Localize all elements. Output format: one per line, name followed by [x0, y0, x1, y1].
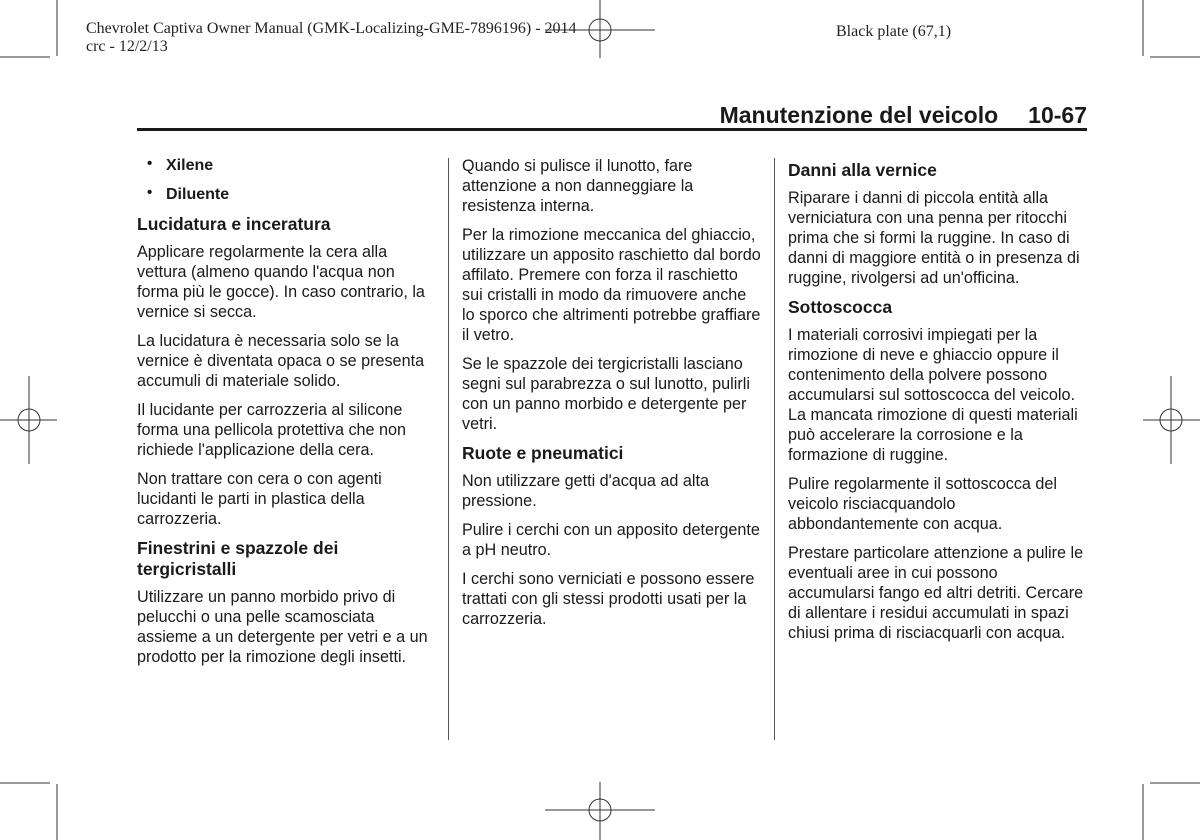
page-header [720, 102, 1087, 129]
print-meta [86, 20, 577, 56]
paragraph: Per la rimozione meccanica del ghiaccio, utilizzare un apposito raschietto dal bordo affilato. Premere con forza il raschietto sui cristalli in modo da rimuovere anche lo sporco che altrimenti potrebbe graffiare il vetro. [462, 226, 761, 344]
column-divider [448, 158, 449, 740]
paragraph: Pulire regolarmente il sottoscocca del veicolo risciacquandolo abbondantemente con acqua. [788, 475, 1058, 533]
paragraph: I materiali corrosivi impiegati per la rimozione di neve e ghiaccio oppure il contenimento della polvere possono accumularsi sul sottoscocca del veicolo. La mancata rimozione di questi materiali può accelerare la corrosione e la formazione di ruggine. [788, 326, 1078, 464]
paragraph: Il lucidante per carrozzeria al silicone forma una pellicola protettiva che non richiede l'applicazione della cera. [137, 401, 407, 459]
list-item: • Diluente [137, 185, 437, 205]
heading-lucidatura: Lucidatura e inceratura [137, 214, 331, 234]
heading-sottoscocca: Sottoscocca [788, 297, 893, 317]
paragraph: Applicare regolarmente la cera alla vettura (almeno quando l'acqua non forma più le gocce). In caso contrario, la vernice si secca. [137, 243, 425, 321]
paragraph: Pulire i cerchi con un apposito detergente a pH neutro. [462, 521, 760, 559]
paragraph: Non utilizzare getti d'acqua ad alta pressione. [462, 472, 709, 510]
print-plate: Black plate (67,1) [836, 23, 952, 40]
list-item: • Xilene [137, 156, 437, 176]
column-3 [788, 156, 1088, 652]
registration-mark-left [0, 376, 57, 464]
print-meta-title: Chevrolet Captiva Owner Manual (GMK-Localizing-GME-7896196) - 2014 [86, 20, 577, 37]
registration-mark-bottom [545, 782, 655, 840]
print-meta-date: crc - 12/2/13 [86, 38, 168, 55]
heading-danni-vernice: Danni alla vernice [788, 160, 937, 180]
paragraph: La lucidatura è necessaria solo se la vernice è diventata opaca o se presenta accumuli di materiale solido. [137, 332, 425, 390]
paragraph: Utilizzare un panno morbido privo di pelucchi o una pelle scamosciata assieme a un detergente per vetri e a un prodotto per la rimozione degli insetti. [137, 588, 428, 666]
column-1 [137, 156, 437, 676]
section-title: Manutenzione del veicolo [719, 102, 999, 128]
column-divider [774, 158, 775, 740]
paragraph: I cerchi sono verniciati e possono essere trattati con gli stessi prodotti usati per la carrozzeria. [462, 570, 755, 628]
paragraph: Non trattare con cera o con agenti lucidanti le parti in plastica della carrozzeria. [137, 470, 382, 528]
header-rule [137, 128, 1087, 131]
paragraph: Quando si pulisce il lunotto, fare attenzione a non danneggiare la resistenza interna. [462, 157, 694, 215]
bullet-list [137, 156, 437, 205]
paragraph: Prestare particolare attenzione a pulire le eventuali aree in cui possono accumularsi fango ed altri detriti. Cercare di allentare i residui accumulati in spazi chiusi prima di risciacquarli con acqua. [788, 544, 1084, 642]
paragraph: Se le spazzole dei tergicristalli lasciano segni sul parabrezza o sul lunotto, pulirli con un panno morbido e detergente per vetri. [462, 355, 750, 433]
column-2 [462, 156, 762, 638]
registration-mark-right [1143, 376, 1200, 464]
heading-finestrini: Finestrini e spazzole dei tergicristalli [137, 538, 339, 579]
page-number: 10-67 [1028, 102, 1087, 128]
heading-ruote: Ruote e pneumatici [462, 443, 624, 463]
paragraph: Riparare i danni di piccola entità alla verniciatura con una penna per ritocchi prima che si formi la ruggine. In caso di danni di maggiore entità o in presenza di ruggine, rivolgersi ad un'officina. [788, 189, 1080, 287]
